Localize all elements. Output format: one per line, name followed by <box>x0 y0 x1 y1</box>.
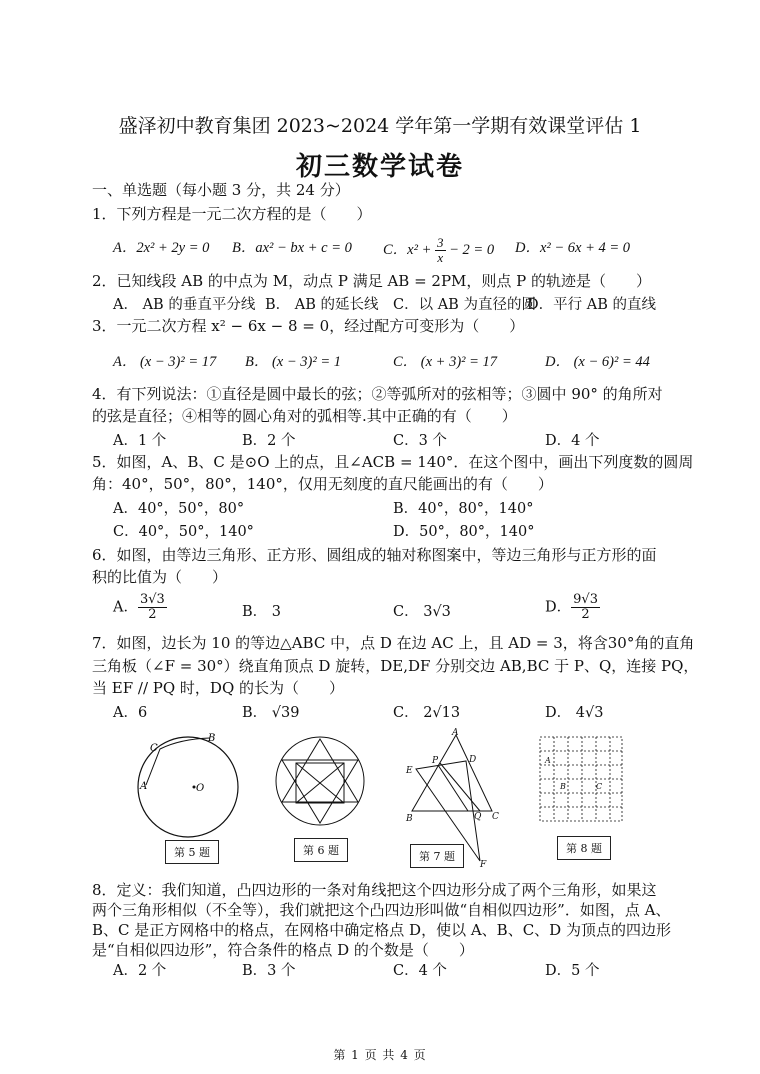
q1-option-a: A．2x² + 2y = 0 <box>113 240 210 256</box>
question-8-line-4: 是“自相似四边形”，符合条件的格点 D 的个数是（ ） <box>92 941 474 959</box>
fig7-label-a: A <box>452 728 459 738</box>
question-8-line-1: 8．定义：我们知道，凸四边形的一条对角线把这个四边形分成了两个三角形，如果这 <box>92 881 657 899</box>
q8-option-b: B．3 个 <box>242 963 296 979</box>
figure-6-pattern <box>276 737 364 825</box>
q8-option-d: D．5 个 <box>545 963 600 979</box>
figure-6-caption: 第 6 题 <box>294 838 348 862</box>
q1-fraction <box>435 236 446 265</box>
fig8-label-c: C <box>596 782 603 791</box>
question-4-line-1: 4．有下列说法：①直径是圆中最长的弦；②等弧所对的弦相等；③圆中 90° 的角所对 <box>92 385 663 403</box>
q2-option-a: A． AB 的垂直平分线 <box>113 297 256 313</box>
fig5-label-a: A <box>140 781 148 792</box>
q6-option-a-label: A． <box>113 599 138 616</box>
q4-option-a: A．1 个 <box>113 433 167 449</box>
fig7-label-f: F <box>480 860 487 870</box>
fig8-label-b: B <box>560 782 566 791</box>
q6-option-d-den: 2 <box>581 607 590 622</box>
question-5-line-2: 角：40°，50°，80°，140°，仅用无刻度的直尺能画出的有（ ） <box>92 475 553 493</box>
question-3-stem: 3．一元二次方程 x² − 6x − 8 = 0，经过配方可变形为（ ） <box>92 317 525 335</box>
q8-option-a: A．2 个 <box>113 963 167 979</box>
q4-option-b: B．2 个 <box>242 433 296 449</box>
section-heading: 一、单选题（每小题 3 分，共 24 分） <box>92 181 350 199</box>
q1-fraction-den: x <box>437 250 444 265</box>
fig7-label-q: Q <box>474 812 482 822</box>
q6-option-d-num: 9√3 <box>573 592 598 607</box>
q1-option-c-pre: C．x² + <box>383 241 435 258</box>
q3-option-c: C． (x + 3)² = 17 <box>393 354 498 370</box>
figure-5-caption: 第 5 题 <box>165 840 219 864</box>
fig7-label-c: C <box>492 812 499 822</box>
page-footer: 第 1 页 共 4 页 <box>333 1048 427 1062</box>
q6-option-d-label: D． <box>545 599 572 616</box>
q5-option-c: C．40°，50°，140° <box>113 524 254 540</box>
q1-fraction-num: 3 <box>437 235 444 250</box>
q2-option-d: D．平行 AB 的直线 <box>527 297 656 313</box>
fig7-label-p: P <box>432 756 439 766</box>
figure-7-caption: 第 7 题 <box>410 844 464 868</box>
q3-option-b: B． (x − 3)² = 1 <box>245 354 341 370</box>
q5-option-a: A．40°，50°，80° <box>113 501 245 517</box>
question-6-line-2: 积的比值为（ ） <box>92 568 228 586</box>
q1-option-d: D．x² − 6x + 4 = 0 <box>515 240 631 256</box>
q8-option-c: C．4 个 <box>393 963 447 979</box>
q1-option-b: B．ax² − bx + c = 0 <box>232 240 352 256</box>
figure-8-caption: 第 8 题 <box>557 836 611 860</box>
q6-option-c: C． 3√3 <box>393 604 451 620</box>
question-7-line-1: 7．如图，边长为 10 的等边△ABC 中，点 D 在边 AC 上，且 AD = 3，将含30°角的直角 <box>92 634 695 652</box>
q7-option-c: C． 2√13 <box>393 705 461 721</box>
q7-option-a: A．6 <box>113 705 148 721</box>
question-7-line-3: 当 EF // PQ 时，DQ 的长为（ ） <box>92 679 345 697</box>
q2-option-b: B． AB 的延长线 <box>265 297 379 313</box>
figure-8-grid <box>540 737 622 821</box>
q2-option-c: C．以 AB 为直径的圆 <box>393 297 536 313</box>
question-8-line-3: B、C 是正方网格中的格点，在网格中确定格点 D，使以 A、B、C、D 为顶点的四边形 <box>92 921 671 939</box>
q6-option-a-fraction <box>138 593 167 622</box>
fig5-label-c: C <box>150 743 158 754</box>
q5-option-d: D．50°，80°，140° <box>393 524 535 540</box>
q6-option-a-num: 3√3 <box>139 592 165 607</box>
q6-option-d <box>545 593 600 622</box>
fig5-label-o: O <box>196 783 205 794</box>
q7-option-b: B． √39 <box>242 705 300 721</box>
q5-option-b: B．40°，80°，140° <box>393 501 534 517</box>
q6-option-a <box>113 593 167 622</box>
figure-5-circle <box>138 733 238 837</box>
question-5-line-1: 5．如图，A、B、C 是⊙O 上的点，且∠ACB = 140°．在这个图中，画出下列度数的圆周 <box>92 453 694 471</box>
question-6-line-1: 6．如图，由等边三角形、正方形、圆组成的轴对称图案中，等边三角形与正方形的面 <box>92 546 657 564</box>
q6-option-b: B． 3 <box>242 604 281 620</box>
fig8-label-a: A <box>545 756 551 765</box>
question-1-stem: 1．下列方程是一元二次方程的是（ ） <box>92 205 372 223</box>
question-4-line-2: 的弦是直径；④相等的圆心角对的弧相等.其中正确的有（ ） <box>92 407 517 425</box>
question-2-stem: 2．已知线段 AB 的中点为 M，动点 P 满足 AB = 2PM，则点 P 的轨迹是（ ） <box>92 272 652 290</box>
fig7-label-b: B <box>406 814 413 824</box>
fig7-label-d: D <box>469 755 477 765</box>
q3-option-a: A． (x − 3)² = 17 <box>113 354 217 370</box>
q3-option-d: D． (x − 6)² = 44 <box>545 354 650 370</box>
exam-title: 初三数学试卷 <box>295 152 464 182</box>
q4-option-c: C．3 个 <box>393 433 447 449</box>
fig5-label-b: B <box>208 733 216 744</box>
question-8-line-2: 两个三角形相似（不全等），我们就把这个凸四边形叫做“自相似四边形”．如图，点 A、 <box>92 901 671 919</box>
q1-option-c <box>383 236 494 265</box>
q7-option-d: D． 4√3 <box>545 705 604 721</box>
exam-header: 盛泽初中教育集团 2023~2024 学年第一学期有效课堂评估 1 <box>118 115 642 137</box>
q4-option-d: D．4 个 <box>545 433 600 449</box>
question-7-line-2: 三角板（∠F = 30°）绕直角顶点 D 旋转，DE,DF 分别交边 AB,BC 于 P、Q，连接 PQ， <box>92 657 699 675</box>
q6-option-d-fraction <box>571 593 600 622</box>
fig7-label-e: E <box>406 766 413 776</box>
q1-option-c-post: − 2 = 0 <box>445 241 495 258</box>
q6-option-a-den: 2 <box>148 607 157 622</box>
